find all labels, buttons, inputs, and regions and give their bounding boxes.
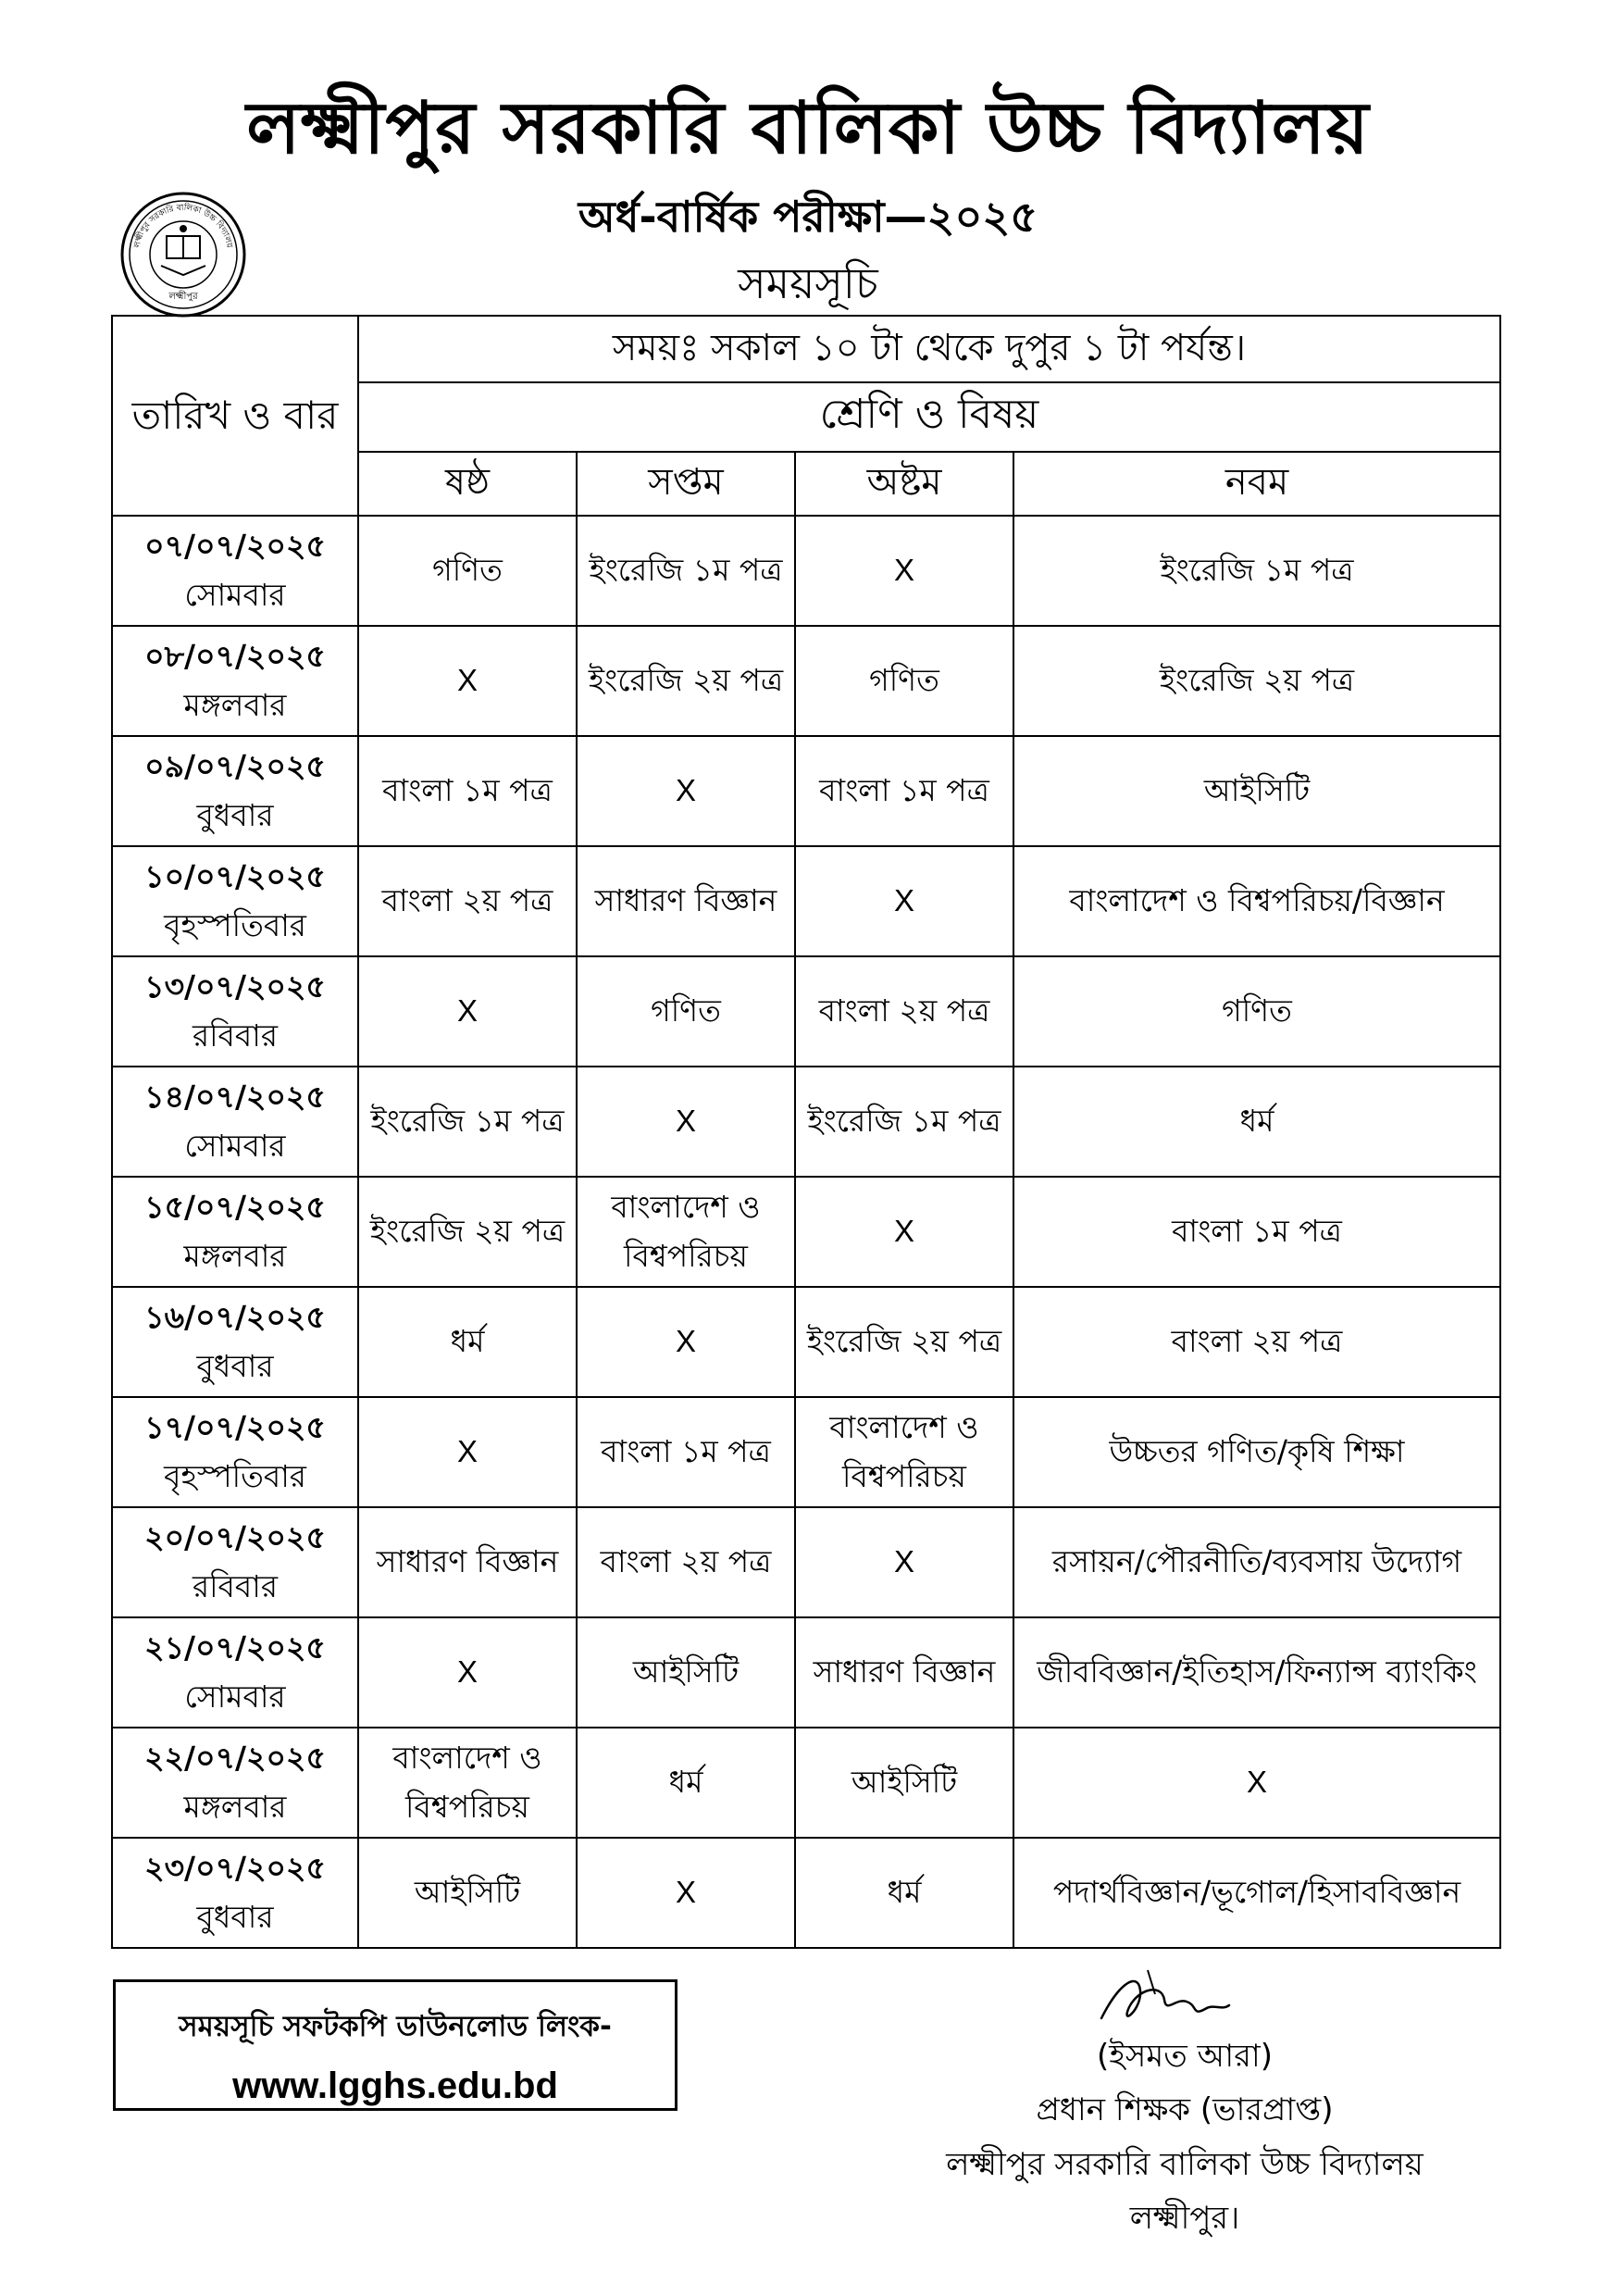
signatory-place: লক্ষ্মীপুর। (1129, 2200, 1240, 2238)
no-exam-mark: X (358, 956, 577, 1067)
date-day-header: তারিখ ও বার (112, 316, 358, 516)
no-exam-mark: X (358, 1397, 577, 1507)
exam-date: ১৭/০৭/২০২৫ (144, 1408, 326, 1445)
date-cell (112, 1177, 358, 1287)
schedule-row (112, 1838, 1500, 1948)
exam-weekday: রবিবার (192, 1017, 279, 1054)
subject-cell: বাংলা ২য় পত্র (577, 1507, 795, 1617)
schedule-row (112, 1728, 1500, 1838)
exam-date: ০৭/০৭/২০২৫ (144, 527, 326, 564)
exam-date: ০৯/০৭/২০২৫ (144, 747, 326, 784)
exam-weekday: সোমবার (184, 1127, 286, 1164)
no-exam-mark: X (1013, 1728, 1500, 1838)
schedule-row (112, 846, 1500, 956)
exam-weekday: মঙ্গলবার (183, 1788, 287, 1825)
schedule-row (112, 736, 1500, 846)
subject-cell: বাংলা ১ম পত্র (577, 1397, 795, 1507)
subject-cell: ইংরেজি ২য় পত্র (577, 626, 795, 736)
date-cell (112, 1838, 358, 1948)
no-exam-mark: X (577, 1067, 795, 1177)
schedule-row (112, 1397, 1500, 1507)
exam-date: ০৮/০৭/২০২৫ (144, 637, 326, 674)
subject-cell: উচ্চতর গণিত/কৃষি শিক্ষা (1013, 1397, 1500, 1507)
schedule-body (112, 516, 1500, 1948)
exam-date: ১৬/০৭/২০২৫ (144, 1298, 326, 1335)
subject-cell: গণিত (577, 956, 795, 1067)
exam-weekday: মঙ্গলবার (183, 686, 287, 723)
date-cell (112, 1507, 358, 1617)
subject-cell: আইসিটি (1013, 736, 1500, 846)
subject-cell: বাংলা ২য় পত্র (795, 956, 1013, 1067)
subject-cell: বাংলাদেশ ও বিশ্বপরিচয় (358, 1728, 577, 1838)
exam-date: ২০/০৭/২০২৫ (144, 1518, 326, 1555)
subject-cell: বাংলা ১ম পত্র (795, 736, 1013, 846)
date-cell (112, 1728, 358, 1838)
seal-bottom-text: লক্ষ্মীপুর (168, 292, 198, 302)
class-header-seven: সপ্তম (577, 452, 795, 516)
exam-date: ২২/০৭/২০২৫ (144, 1739, 326, 1776)
subject-cell: আইসিটি (577, 1617, 795, 1728)
exam-weekday: মঙ্গলবার (183, 1237, 287, 1274)
exam-weekday: বৃহস্পতিবার (164, 1457, 306, 1494)
subject-cell: ধর্ম (577, 1728, 795, 1838)
subject-cell: আইসিটি (795, 1728, 1013, 1838)
schedule-row (112, 1617, 1500, 1728)
exam-date: ১৫/০৭/২০২৫ (144, 1188, 326, 1225)
schedule-row (112, 626, 1500, 736)
exam-schedule-table (111, 315, 1501, 1949)
exam-weekday: বুধবার (196, 1898, 274, 1935)
subject-cell: ধর্ম (795, 1838, 1013, 1948)
schedule-row (112, 956, 1500, 1067)
class-header-eight: অষ্টম (795, 452, 1013, 516)
subject-cell: গণিত (1013, 956, 1500, 1067)
subject-cell: বাংলা ১ম পত্র (358, 736, 577, 846)
date-cell (112, 516, 358, 626)
exam-date: ১০/০৭/২০২৫ (144, 857, 326, 894)
subject-cell: বাংলা ২য় পত্র (1013, 1287, 1500, 1397)
exam-date: ২৩/০৭/২০২৫ (144, 1849, 326, 1886)
subject-cell: রসায়ন/পৌরনীতি/ব্যবসায় উদ্যোগ (1013, 1507, 1500, 1617)
subject-cell: ইংরেজি ১ম পত্র (795, 1067, 1013, 1177)
date-cell (112, 846, 358, 956)
school-seal-logo (118, 190, 248, 319)
date-cell (112, 626, 358, 736)
exam-weekday: রবিবার (192, 1567, 279, 1604)
signature-block (814, 2029, 1555, 2246)
subject-cell: ইংরেজি ২য় পত্র (1013, 626, 1500, 736)
subject-cell: সাধারণ বিজ্ঞান (577, 846, 795, 956)
no-exam-mark: X (795, 1507, 1013, 1617)
exam-weekday: বুধবার (196, 796, 274, 833)
subject-cell: পদার্থবিজ্ঞান/ভূগোল/হিসাববিজ্ঞান (1013, 1838, 1500, 1948)
exam-weekday: বুধবার (196, 1347, 274, 1384)
date-cell (112, 1287, 358, 1397)
exam-date: ২১/০৭/২০২৫ (144, 1628, 326, 1666)
subject-cell: ইংরেজি ২য় পত্র (358, 1177, 577, 1287)
schedule-row (112, 1507, 1500, 1617)
schedule-row (112, 1067, 1500, 1177)
class-header-nine: নবম (1013, 452, 1500, 516)
subject-cell: বাংলাদেশ ও বিশ্বপরিচয়/বিজ্ঞান (1013, 846, 1500, 956)
no-exam-mark: X (577, 1287, 795, 1397)
subject-cell: জীববিজ্ঞান/ইতিহাস/ফিন্যান্স ব্যাংকিং (1013, 1617, 1500, 1728)
download-url[interactable]: www.lgghs.edu.bd (232, 2065, 558, 2106)
subject-cell: ইংরেজি ১ম পত্র (577, 516, 795, 626)
exam-date: ১৩/০৭/২০২৫ (144, 967, 326, 1004)
date-cell (112, 956, 358, 1067)
subject-cell: আইসিটি (358, 1838, 577, 1948)
schedule-row (112, 516, 1500, 626)
exam-weekday: বৃহস্পতিবার (164, 906, 306, 943)
subject-cell: ইংরেজি ১ম পত্র (1013, 516, 1500, 626)
class-header-six: ষষ্ঠ (358, 452, 577, 516)
exam-date: ১৪/০৭/২০২৫ (144, 1078, 326, 1115)
no-exam-mark: X (358, 626, 577, 736)
subject-cell: বাংলাদেশ ও বিশ্বপরিচয় (577, 1177, 795, 1287)
subject-cell: ইংরেজি ২য় পত্র (795, 1287, 1013, 1397)
date-cell (112, 736, 358, 846)
school-name: লক্ষ্মীপুর সরকারি বালিকা উচ্চ বিদ্যালয় (246, 87, 1370, 170)
download-label: সময়সূচি সফটকপি ডাউনলোড লিংক- (179, 2010, 612, 2043)
class-subject-header: শ্রেণি ও বিষয় (358, 382, 1500, 452)
exam-title: অর্ধ-বার্ষিক পরীক্ষা—২০২৫ (578, 192, 1038, 242)
no-exam-mark: X (795, 516, 1013, 626)
signatory-name: (ইসমত আরা) (1096, 2038, 1274, 2075)
exam-weekday: সোমবার (184, 576, 286, 613)
subject-cell: ধর্ম (358, 1287, 577, 1397)
subject-cell: ধর্ম (1013, 1067, 1500, 1177)
signatory-school: লক্ষ্মীপুর সরকারি বালিকা উচ্চ বিদ্যালয় (946, 2145, 1423, 2183)
subject-cell: গণিত (795, 626, 1013, 736)
schedule-row (112, 1287, 1500, 1397)
subject-cell: ইংরেজি ১ম পত্র (358, 1067, 577, 1177)
schedule-row (112, 1177, 1500, 1287)
subject-cell: সাধারণ বিজ্ঞান (358, 1507, 577, 1617)
no-exam-mark: X (795, 846, 1013, 956)
download-link-box (113, 1979, 677, 2111)
subject-cell: গণিত (358, 516, 577, 626)
no-exam-mark: X (358, 1617, 577, 1728)
seal-outer-text: লক্ষ্মীপুর সরকারি বালিকা উচ্চ বিদ্যালয় (132, 203, 234, 249)
no-exam-mark: X (577, 736, 795, 846)
date-cell (112, 1067, 358, 1177)
subject-cell: বাংলা ১ম পত্র (1013, 1177, 1500, 1287)
exam-time-note: সময়ঃ সকাল ১০ টা থেকে দুপুর ১ টা পর্যন্ত। (358, 316, 1500, 382)
subject-cell: বাংলা ২য় পত্র (358, 846, 577, 956)
date-cell (112, 1397, 358, 1507)
signatory-designation: প্রধান শিক্ষক (ভারপ্রাপ্ত) (1036, 2091, 1334, 2129)
subject-cell: সাধারণ বিজ্ঞান (795, 1617, 1013, 1728)
routine-title: সময়সূচি (738, 258, 878, 308)
exam-weekday: সোমবার (184, 1678, 286, 1715)
date-cell (112, 1617, 358, 1728)
no-exam-mark: X (577, 1838, 795, 1948)
subject-cell: বাংলাদেশ ও বিশ্বপরিচয় (795, 1397, 1013, 1507)
no-exam-mark: X (795, 1177, 1013, 1287)
